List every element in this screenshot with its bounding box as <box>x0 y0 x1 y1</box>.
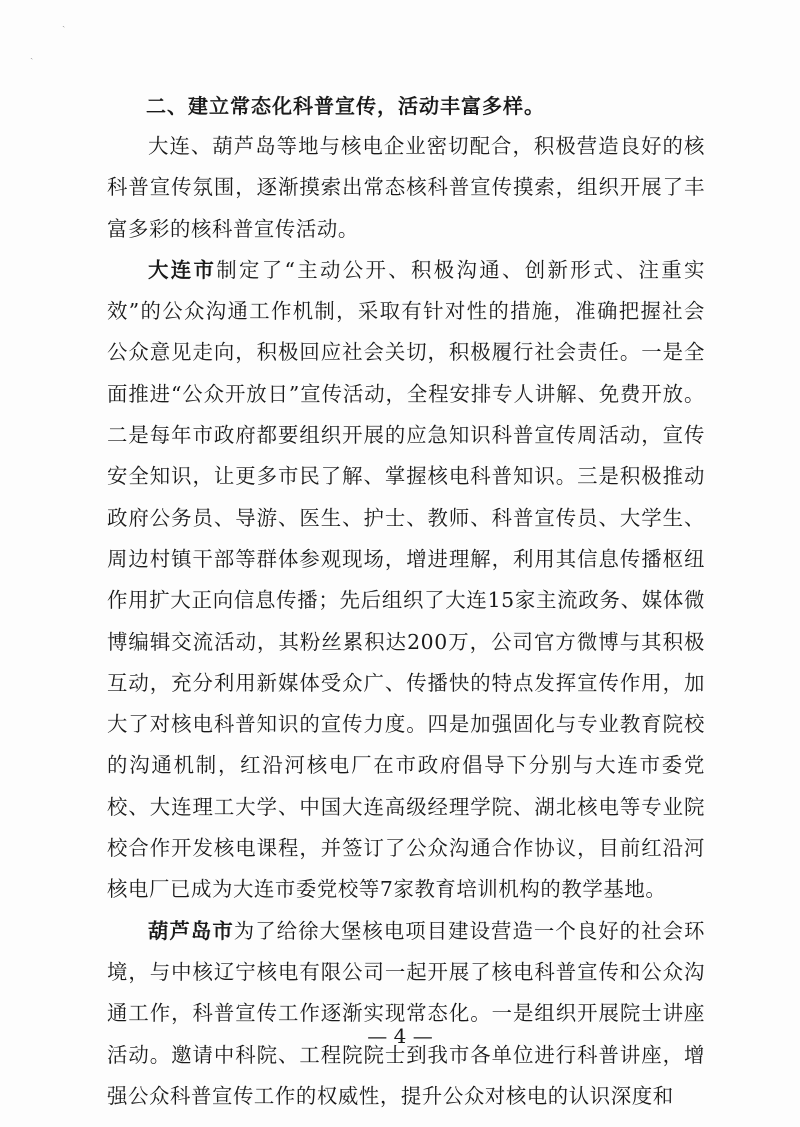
section-heading: 二、建立常态化科普宣传，活动丰富多样。 <box>146 94 545 118</box>
paragraph-lead-huludao: 葫芦岛市 <box>148 918 234 943</box>
paragraph-huludao <box>107 911 705 1117</box>
paragraph-lead-dalian: 大连市 <box>148 257 217 282</box>
paragraph-intro <box>107 126 705 250</box>
page-number: — 4 — <box>367 1024 433 1048</box>
scan-speck: ˏ <box>30 49 34 60</box>
paragraph-text-huludao: 为了给徐大堡核电项目建设营造一个良好的社会环境，与中核辽宁核电有限公司一起开展了核电科普宣传和公众沟通工作，科普宣传工作逐渐实现常态化。一是组织开展院士讲座活动。邀请中科院、工程院院士到我市各单位进行科普讲座，增强公众科普宣传工作的权威性，提升公众对核电的认识深度和 <box>107 918 705 1108</box>
scan-speck: ˎ <box>62 17 66 28</box>
paragraph-text: 大连、葫芦岛等地与核电企业密切配合，积极营造良好的核科普宣传氛围，逐渐摸索出常态核科普宣传摸索，组织开展了丰富多彩的核科普宣传活动。 <box>107 134 705 241</box>
paragraph-dalian <box>107 250 705 911</box>
paragraph-text-dalian: 制定了“主动公开、积极沟通、创新形式、注重实效”的公众沟通工作机制，采取有针对性的措施，准确把握社会公众意见走向，积极回应社会关切，积极履行社会责任。一是全面推进“公众开放日”宣传活动，全程安排专人讲解、免费开放。二是每年市政府都要组织开展的应急知识科普宣传周活动，宣传安全知识，让更多市民了解、掌握核电科普知识。三是积极推动政府公务员、导游、医生、护士、教师、科普宣传员、大学生、周边村镇干部等群体参观现场，增进理解，利用其信息传播枢纽作用扩大正向信息传播；先后组织了大连15家主流政务、媒体微博编辑交流活动，其粉丝累积达200万，公司官方微博与其积极互动，充分利用新媒体受众广、传播快的特点发挥宣传作用，加大了对核电科普知识的宣传力度。四是加强固化与专业教育院校的沟通机制，红沿河核电厂在市政府倡导下分别与大连市委党校、大连理工大学、中国大连高级经理学院、湖北核电等专业院校合作开发核电课程，并签订了公众沟通合作协议，目前红沿河核电厂已成为大连市委党校等7家教育培训机构的教学基地。 <box>107 257 705 902</box>
document-body <box>107 86 705 1117</box>
